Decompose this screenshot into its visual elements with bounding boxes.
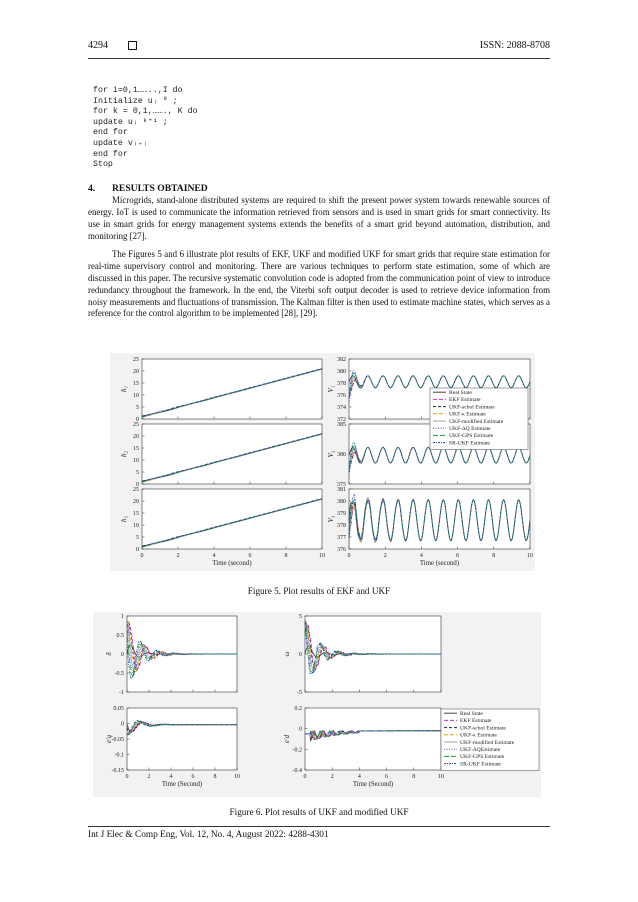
y-tick-label: -0.05: [111, 737, 124, 743]
code-line: Initialize uᵢ ⁰ ;: [93, 96, 178, 106]
y-tick-label: 380: [337, 369, 346, 375]
figure-6: [93, 612, 541, 797]
y-tick-label: -0.4: [292, 768, 302, 774]
x-tick-label: 2: [383, 553, 387, 559]
x-tick-label: 8: [492, 553, 496, 559]
x-tick-label: 10: [234, 774, 240, 780]
fig5-legend: [430, 388, 528, 450]
y-tick-label: 20: [133, 499, 139, 505]
y-tick-label: -1: [119, 690, 124, 696]
algorithm-code: [93, 86, 198, 171]
x-tick-label: 0: [140, 553, 144, 559]
y-tick-label: 0: [121, 721, 124, 728]
x-tick-label: 2: [176, 553, 180, 559]
y-tick-label: 376: [337, 547, 346, 553]
y-tick-label: -5: [297, 690, 302, 696]
y-tick-label: -0.15: [111, 768, 124, 774]
legend-entry: SR-UKF Estimate: [449, 440, 490, 447]
x-axis-label: Time (Second): [161, 781, 203, 788]
code-line: for k = 0,1,……., K do: [93, 107, 198, 117]
section-title: RESULTS OBTAINED: [112, 183, 208, 194]
y-tick-label: 0.5: [116, 633, 124, 639]
paragraph-2: The Figures 5 and 6 illustrate plot results of EKF, UKF and modified UKF for smart grids that require state estimation for real-time supervisory control and monitoring. There are various techniques to perform state estimation, some of which are discussed in this paper. The recursive systematic convolution code is adopted from the communication point of view to introduce redundancy throughout the framework. In the end, the Viterbi soft output decoder is used to retrieve device information from noisy measurements and fluctuations of transmission. The Kalman filter is then used to estimate machine states, which serves as a reference for the control algorithm to be implemented [28], [29].: [88, 248, 550, 319]
figure-6-caption: Figure 6. Plot results of UKF and modified UKF: [229, 807, 409, 817]
y-tick-label: 372: [337, 417, 346, 423]
y-axis-label: h₃: [120, 516, 128, 522]
y-tick-label: 382: [337, 357, 346, 363]
y-tick-label: 10: [133, 393, 139, 399]
y-tick-label: 25: [133, 487, 139, 493]
legend-entry: EKF Estimate: [449, 397, 481, 404]
y-tick-label: -0.1: [114, 752, 124, 759]
y-tick-label: -0.2: [292, 747, 302, 754]
y-tick-label: 0: [136, 482, 139, 488]
legend-entry: UKF-GPS Estimate: [449, 433, 494, 440]
y-tick-label: 5: [136, 405, 139, 411]
plot-area: [305, 708, 441, 770]
paragraph-1: Microgrids, stand-alone distributed systems are required to shift the present power system towards renewable sources of energy. IoT is used to communicate the information retrieved from sensors and is used in smart grids for smart connectivity. Its use in smart grids for energy management systems extends the benefits of a smart grid beyond automation, distribution, and monitoring [27].: [88, 194, 550, 241]
y-tick-label: 0.2: [294, 706, 302, 712]
x-tick-label: 4: [357, 774, 361, 780]
y-tick-label: 374: [337, 405, 346, 411]
y-tick-label: 15: [133, 446, 139, 452]
y-tick-label: 15: [133, 511, 139, 517]
legend-entry: UKF-modified Estimate: [460, 739, 515, 746]
legend-entry: Real State: [460, 711, 483, 717]
legend-entry: UKF-κ Estimate: [449, 411, 486, 418]
fig5-left-panel: [120, 357, 322, 423]
y-tick-label: 376: [337, 393, 346, 399]
y-tick-label: 379: [337, 511, 346, 517]
y-axis-label: h₁: [120, 386, 128, 392]
y-axis-label: e′d: [283, 734, 291, 744]
y-tick-label: 25: [133, 357, 139, 363]
y-tick-label: 15: [133, 381, 139, 387]
footer-rule: [88, 826, 550, 827]
x-tick-label: 0: [125, 774, 129, 780]
y-tick-label: -0.5: [114, 671, 124, 677]
legend-entry: UKF-modified Estimate: [449, 418, 504, 425]
y-tick-label: 10: [133, 523, 139, 529]
y-tick-label: 5: [299, 614, 302, 620]
y-tick-label: 0: [299, 652, 302, 658]
x-tick-label: 10: [319, 553, 325, 559]
y-axis-label: V₂: [327, 450, 335, 458]
legend-entry: Real State: [449, 390, 472, 396]
code-line: update uᵢ ᵏ⁺¹ ;: [93, 117, 168, 127]
y-axis-label: h₂: [120, 451, 128, 457]
y-tick-label: 10: [133, 458, 139, 464]
x-axis-label: Time (second): [419, 560, 460, 567]
header-rule: [88, 58, 550, 59]
y-tick-label: 375: [337, 482, 346, 488]
section-heading: [88, 183, 208, 194]
y-tick-label: 20: [133, 434, 139, 440]
fig6-right-panel: [283, 614, 441, 696]
header-box-icon: [128, 41, 137, 50]
x-tick-label: 10: [527, 553, 533, 559]
y-axis-label: V₃: [327, 515, 335, 523]
y-tick-label: 25: [133, 422, 139, 428]
code-line: update vᵢ₊ᵢ: [93, 138, 148, 148]
y-axis-label: δ: [105, 652, 113, 656]
plot-area: [127, 708, 237, 770]
x-tick-label: 6: [385, 774, 389, 780]
y-axis-label: ω: [283, 651, 291, 657]
y-tick-label: 1: [121, 614, 124, 620]
code-line: for i=0,1……..,I do: [93, 86, 183, 95]
x-tick-label: 8: [412, 774, 416, 780]
x-tick-label: 6: [191, 774, 195, 780]
page-footer: Int J Elec & Comp Eng, Vol. 12, No. 4, August 2022: 4288-4301: [88, 830, 329, 840]
y-axis-label: V₁: [327, 385, 335, 393]
y-tick-label: 0.05: [113, 706, 124, 712]
x-axis-label: Time (Second): [352, 781, 394, 788]
x-tick-label: 6: [248, 553, 252, 559]
legend-entry: UKF-ΔQ Estimate: [449, 426, 491, 432]
x-tick-label: 10: [438, 774, 444, 780]
x-tick-label: 8: [213, 774, 217, 780]
y-tick-label: 5: [136, 470, 139, 476]
x-tick-label: 4: [212, 553, 216, 559]
x-tick-label: 2: [330, 774, 334, 780]
page-header: [88, 40, 550, 56]
fig5-left-panel: [120, 422, 322, 488]
legend-entry: SR-UKF Estimate: [460, 761, 501, 768]
x-axis-label: Time (second): [212, 560, 252, 567]
code-line: Stop: [93, 160, 113, 170]
y-tick-label: 378: [337, 523, 346, 529]
x-tick-label: 4: [169, 774, 173, 780]
figure-5-caption: Figure 5. Plot results of EKF and UKF: [247, 586, 391, 596]
y-tick-label: 20: [133, 369, 139, 375]
issn: ISSN: 2088-8708: [479, 40, 550, 51]
y-tick-label: 377: [337, 535, 346, 541]
x-tick-label: 8: [284, 553, 288, 559]
y-axis-label: e′q: [105, 734, 113, 744]
code-line: end for: [93, 149, 128, 159]
y-tick-label: 385: [337, 422, 346, 428]
y-tick-label: 0: [136, 417, 139, 423]
y-tick-label: 5: [136, 535, 139, 541]
y-tick-label: 0: [136, 547, 139, 553]
legend-entry: UKF-schol Estimate: [449, 404, 495, 411]
section-number: 4.: [88, 183, 96, 194]
code-line: end for: [93, 128, 128, 138]
y-tick-label: 380: [337, 499, 346, 505]
x-tick-label: 0: [303, 774, 307, 780]
legend-entry: UKF-ΔQEstimate: [460, 747, 501, 753]
x-tick-label: 2: [147, 774, 151, 780]
legend-entry: UKF-schol Estimate: [460, 725, 506, 732]
legend-entry: EKF Estimate: [460, 718, 492, 725]
y-tick-label: 0: [121, 652, 124, 658]
x-tick-label: 6: [456, 553, 460, 559]
page-number: 4294: [88, 40, 108, 51]
x-tick-label: 0: [347, 553, 351, 559]
y-tick-label: 381: [337, 487, 346, 493]
x-tick-label: 4: [419, 553, 423, 559]
legend-entry: UKF-GPS Estimate: [460, 754, 505, 761]
figure-5: [110, 353, 535, 571]
fig6-legend: [441, 709, 539, 771]
y-tick-label: 378: [337, 381, 346, 387]
y-tick-label: 380: [337, 452, 346, 458]
y-tick-label: 0: [299, 726, 302, 733]
legend-entry: UKF-κ Estimate: [460, 732, 497, 739]
